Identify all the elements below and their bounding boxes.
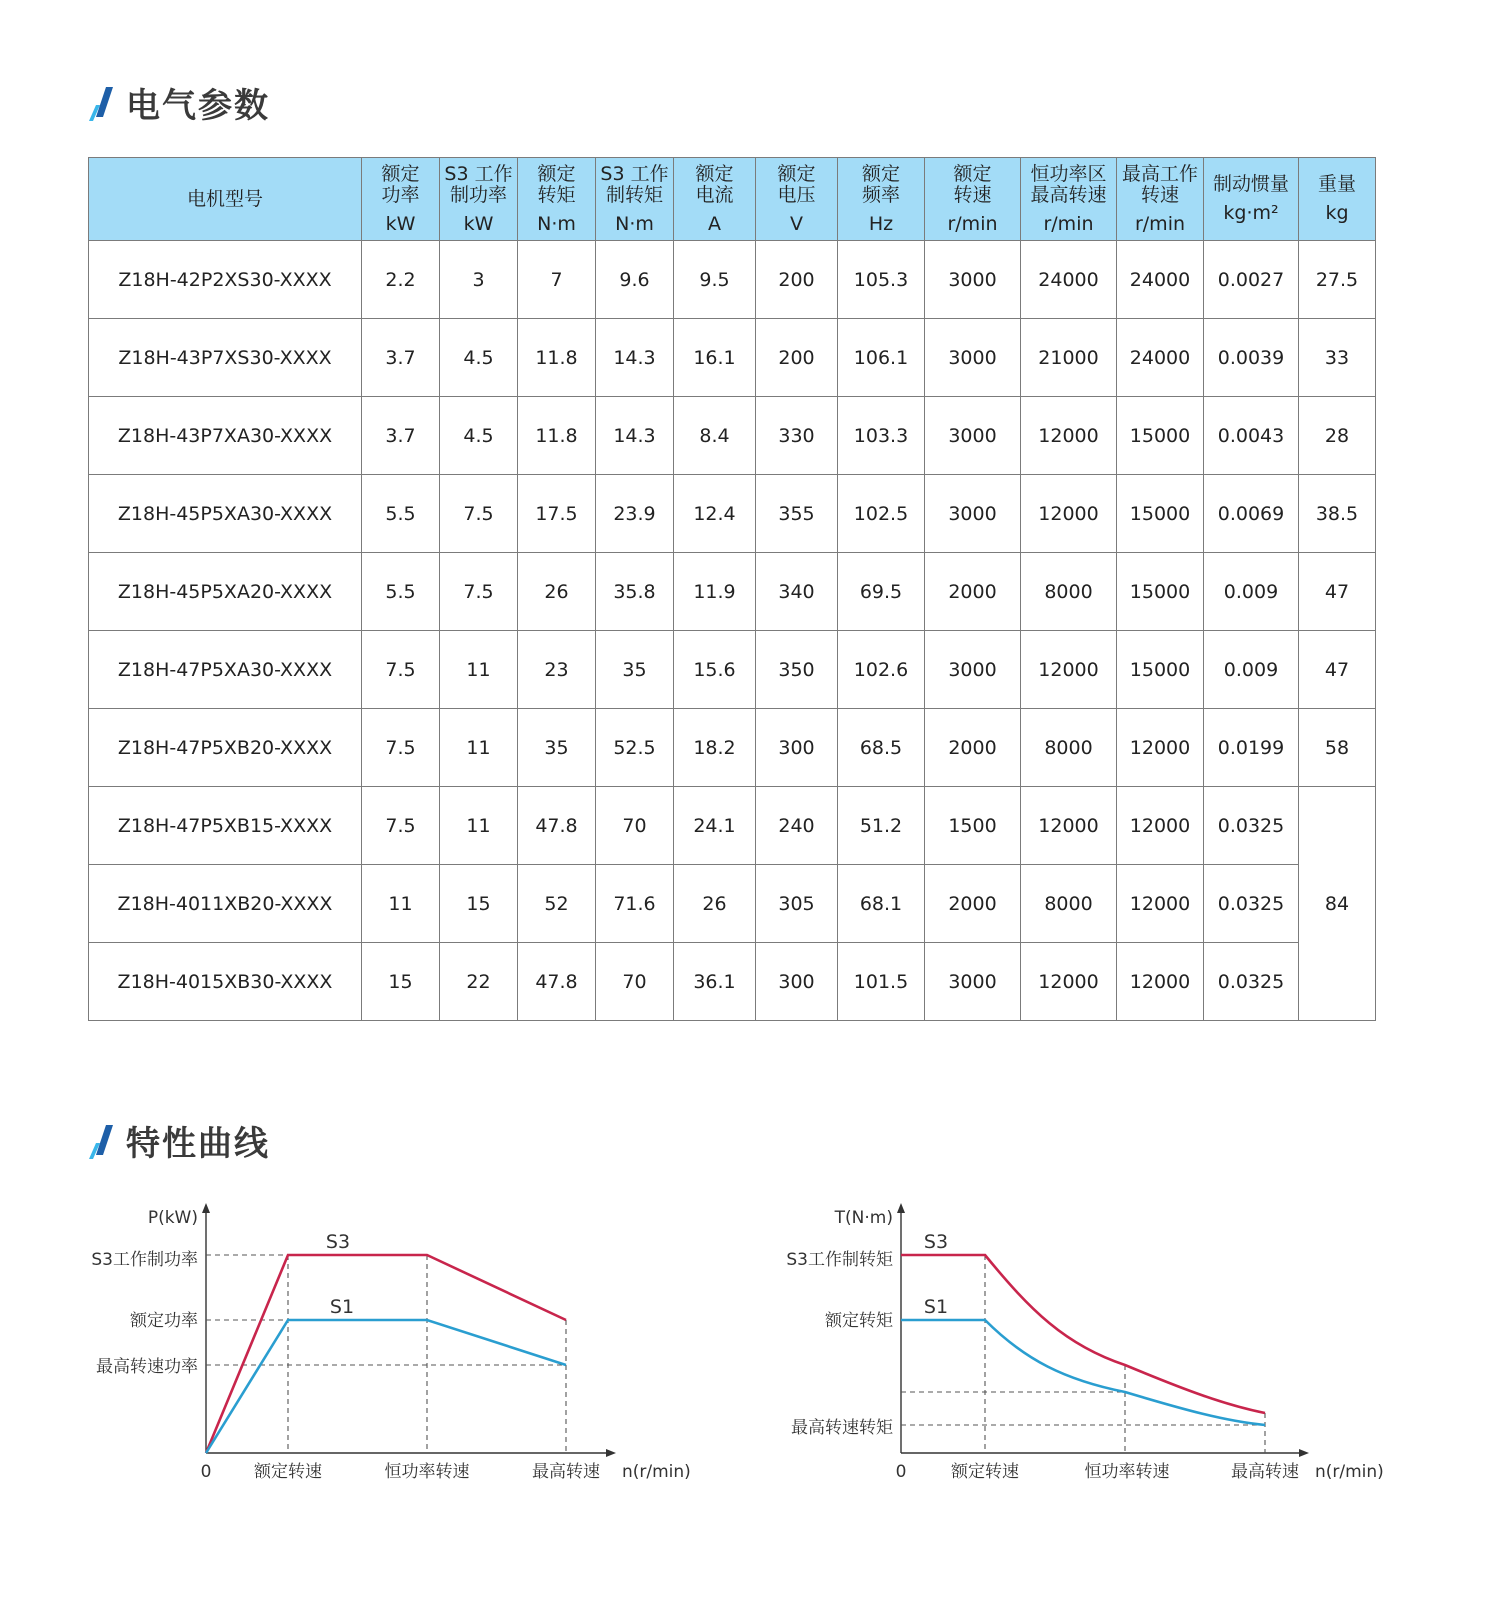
power-curve-chart [80, 1195, 720, 1495]
value-cell: 1500 [925, 787, 1021, 865]
series-label-s3: S3 [325, 1231, 351, 1253]
column-header-0 [89, 158, 362, 241]
column-header-unit: kg·m² [1223, 202, 1279, 224]
value-cell: 26 [674, 865, 756, 943]
model-cell: Z18H-47P5XB15-XXXX [89, 787, 362, 865]
column-header-label: 恒功率区 最高转速 [1030, 162, 1107, 206]
s3-power-curve [206, 1255, 566, 1453]
s1-torque-curve [901, 1320, 1265, 1425]
value-cell: 3000 [925, 475, 1021, 553]
table-row [89, 397, 1376, 475]
x-tick-rated-speed: 额定转速 [254, 1462, 322, 1482]
value-cell: 3.7 [362, 319, 440, 397]
value-cell: 102.5 [838, 475, 925, 553]
value-cell: 11 [440, 631, 518, 709]
value-cell: 103.3 [838, 397, 925, 475]
value-cell: 23.9 [596, 475, 674, 553]
column-header-unit: r/min [1043, 212, 1094, 235]
value-cell: 11.8 [518, 319, 596, 397]
value-cell: 18.2 [674, 709, 756, 787]
value-cell: 8000 [1021, 709, 1117, 787]
value-cell: 8.4 [674, 397, 756, 475]
table-body [89, 241, 1376, 1021]
value-cell: 5.5 [362, 475, 440, 553]
value-cell: 12000 [1021, 787, 1117, 865]
value-cell: 0.009 [1204, 631, 1299, 709]
x-axis-arrow-icon [1299, 1449, 1309, 1457]
y-tick-rated-power: 额定功率 [130, 1311, 198, 1331]
value-cell: 11 [362, 865, 440, 943]
column-header-label: 额定 转矩 [537, 162, 576, 206]
column-header-12 [1299, 158, 1376, 241]
series-label-s1: S1 [923, 1296, 949, 1318]
value-cell: 0.0069 [1204, 475, 1299, 553]
value-cell: 26 [518, 553, 596, 631]
series-label-s3: S3 [923, 1231, 949, 1253]
value-cell: 7.5 [440, 475, 518, 553]
value-cell: 200 [756, 241, 838, 319]
value-cell: 12000 [1021, 631, 1117, 709]
value-cell: 2000 [925, 553, 1021, 631]
value-cell: 0.0043 [1204, 397, 1299, 475]
value-cell: 240 [756, 787, 838, 865]
column-header-label: 额定 功率 [381, 162, 420, 206]
model-cell: Z18H-42P2XS30-XXXX [89, 241, 362, 319]
model-cell: Z18H-45P5XA30-XXXX [89, 475, 362, 553]
column-header-label: 额定 转速 [953, 162, 992, 206]
value-cell: 350 [756, 631, 838, 709]
model-cell: Z18H-47P5XA30-XXXX [89, 631, 362, 709]
value-cell: 11 [440, 709, 518, 787]
value-cell: 2000 [925, 865, 1021, 943]
value-cell: 11.9 [674, 553, 756, 631]
value-cell: 22 [440, 943, 518, 1021]
value-cell: 2000 [925, 709, 1021, 787]
value-cell: 24000 [1117, 241, 1204, 319]
value-cell: 4.5 [440, 397, 518, 475]
column-header-1 [362, 158, 440, 241]
value-cell: 5.5 [362, 553, 440, 631]
column-header-6 [756, 158, 838, 241]
value-cell: 0.009 [1204, 553, 1299, 631]
y-axis-arrow-icon [202, 1203, 210, 1213]
value-cell: 12000 [1117, 943, 1204, 1021]
origin-label: 0 [895, 1462, 907, 1482]
value-cell: 340 [756, 553, 838, 631]
origin-label: 0 [200, 1462, 212, 1482]
model-cell: Z18H-4011XB20-XXXX [89, 865, 362, 943]
value-cell: 47 [1299, 553, 1376, 631]
value-cell: 12000 [1117, 865, 1204, 943]
value-cell: 35 [518, 709, 596, 787]
value-cell: 101.5 [838, 943, 925, 1021]
value-cell: 68.5 [838, 709, 925, 787]
value-cell: 47 [1299, 631, 1376, 709]
model-cell: Z18H-43P7XS30-XXXX [89, 319, 362, 397]
value-cell: 15.6 [674, 631, 756, 709]
column-header-unit: N·m [615, 212, 654, 235]
value-cell: 47.8 [518, 787, 596, 865]
value-cell: 11.8 [518, 397, 596, 475]
table-row [89, 709, 1376, 787]
x-tick-constant-power-speed: 恒功率转速 [1084, 1462, 1170, 1482]
column-header-label: 额定 频率 [861, 162, 900, 206]
column-header-label: 重量 [1317, 173, 1356, 195]
value-cell: 36.1 [674, 943, 756, 1021]
column-header-unit: r/min [1134, 212, 1186, 235]
value-cell: 305 [756, 865, 838, 943]
value-cell: 51.2 [838, 787, 925, 865]
value-cell: 3000 [925, 943, 1021, 1021]
y-tick-rated-torque: 额定转矩 [825, 1311, 893, 1331]
value-cell: 15000 [1117, 631, 1204, 709]
y-axis-arrow-icon [897, 1203, 905, 1213]
value-cell: 16.1 [674, 319, 756, 397]
table-row [89, 787, 1376, 865]
x-tick-rated-speed: 额定转速 [951, 1462, 1019, 1482]
value-cell: 200 [756, 319, 838, 397]
table-header [89, 158, 1376, 241]
value-cell: 27.5 [1299, 241, 1376, 319]
y-tick-s3-power: S3工作制功率 [91, 1250, 198, 1270]
model-cell: Z18H-43P7XA30-XXXX [89, 397, 362, 475]
column-header-7 [838, 158, 925, 241]
value-cell: 355 [756, 475, 838, 553]
column-header-label: 电机型号 [186, 187, 263, 210]
column-header-unit: kW [463, 212, 494, 235]
value-cell: 3000 [925, 397, 1021, 475]
value-cell: 7 [518, 241, 596, 319]
table-row [89, 241, 1376, 319]
value-cell: 12000 [1021, 943, 1117, 1021]
y-tick-s3-torque: S3工作制转矩 [786, 1250, 893, 1270]
column-header-9 [1021, 158, 1117, 241]
value-cell: 0.0325 [1204, 865, 1299, 943]
y-axis-label: T(N·m) [834, 1208, 893, 1228]
value-cell: 300 [756, 943, 838, 1021]
value-cell: 0.0325 [1204, 787, 1299, 865]
value-cell: 24.1 [674, 787, 756, 865]
column-header-5 [674, 158, 756, 241]
value-cell: 47.8 [518, 943, 596, 1021]
value-cell: 52 [518, 865, 596, 943]
column-header-label: 额定 电压 [777, 162, 816, 206]
table-row [89, 319, 1376, 397]
s1-power-curve [206, 1320, 566, 1453]
x-tick-constant-power-speed: 恒功率转速 [384, 1462, 470, 1482]
column-header-label: 最高工作 转速 [1121, 162, 1198, 206]
value-cell: 3000 [925, 319, 1021, 397]
value-cell: 12.4 [674, 475, 756, 553]
x-axis-arrow-icon [606, 1449, 616, 1457]
value-cell: 69.5 [838, 553, 925, 631]
value-cell: 3 [440, 241, 518, 319]
column-header-unit: kg [1325, 202, 1349, 224]
value-cell: 7.5 [362, 631, 440, 709]
value-cell: 12000 [1021, 397, 1117, 475]
x-tick-max-speed: 最高转速 [532, 1462, 600, 1482]
section-title-curves [86, 1116, 270, 1165]
table-row [89, 631, 1376, 709]
value-cell: 14.3 [596, 397, 674, 475]
value-cell: 0.0199 [1204, 709, 1299, 787]
column-header-label: S3 工作 制转矩 [600, 162, 669, 206]
value-cell: 15 [440, 865, 518, 943]
value-cell: 70 [596, 787, 674, 865]
table-row [89, 943, 1376, 1021]
model-cell: Z18H-47P5XB20-XXXX [89, 709, 362, 787]
value-cell: 8000 [1021, 865, 1117, 943]
value-cell: 35 [596, 631, 674, 709]
column-header-unit: V [790, 212, 803, 235]
value-cell: 52.5 [596, 709, 674, 787]
column-header-unit: r/min [947, 212, 998, 235]
section-title-electrical [86, 78, 270, 127]
column-header-11 [1204, 158, 1299, 241]
value-cell: 15000 [1117, 553, 1204, 631]
value-cell: 12000 [1021, 475, 1117, 553]
value-cell: 24000 [1021, 241, 1117, 319]
column-header-label: 制动惯量 [1212, 173, 1289, 195]
value-cell: 15000 [1117, 397, 1204, 475]
value-cell: 15 [362, 943, 440, 1021]
value-cell: 12000 [1117, 709, 1204, 787]
value-cell: 28 [1299, 397, 1376, 475]
model-cell: Z18H-4015XB30-XXXX [89, 943, 362, 1021]
y-tick-max-speed-power: 最高转速功率 [96, 1357, 198, 1377]
value-cell: 58 [1299, 709, 1376, 787]
value-cell: 330 [756, 397, 838, 475]
s3-torque-curve [901, 1255, 1265, 1413]
value-cell: 105.3 [838, 241, 925, 319]
value-cell: 2.2 [362, 241, 440, 319]
column-header-10 [1117, 158, 1204, 241]
x-axis-label: n(r/min) [1315, 1462, 1384, 1482]
value-cell: 15000 [1117, 475, 1204, 553]
table-row [89, 553, 1376, 631]
table-row [89, 475, 1376, 553]
value-cell: 71.6 [596, 865, 674, 943]
value-cell: 33 [1299, 319, 1376, 397]
model-cell: Z18H-45P5XA20-XXXX [89, 553, 362, 631]
value-cell: 17.5 [518, 475, 596, 553]
column-header-2 [440, 158, 518, 241]
value-cell: 21000 [1021, 319, 1117, 397]
y-tick-max-speed-torque: 最高转速转矩 [791, 1418, 893, 1438]
value-cell: 4.5 [440, 319, 518, 397]
section-title-text: 特性曲线 [126, 1124, 270, 1164]
value-cell: 84 [1299, 787, 1376, 1021]
value-cell: 70 [596, 943, 674, 1021]
value-cell: 38.5 [1299, 475, 1376, 553]
column-header-unit: Hz [868, 212, 894, 235]
section-title-text: 电气参数 [126, 86, 270, 126]
value-cell: 102.6 [838, 631, 925, 709]
value-cell: 3000 [925, 241, 1021, 319]
value-cell: 8000 [1021, 553, 1117, 631]
value-cell: 3000 [925, 631, 1021, 709]
section-marker-icon [86, 83, 116, 123]
column-header-label: S3 工作 制功率 [444, 162, 513, 206]
value-cell: 106.1 [838, 319, 925, 397]
value-cell: 300 [756, 709, 838, 787]
section-marker-icon [86, 1121, 116, 1161]
electrical-parameters-table [88, 157, 1376, 1021]
series-label-s1: S1 [329, 1296, 355, 1318]
y-axis-label: P(kW) [147, 1208, 198, 1228]
value-cell: 0.0039 [1204, 319, 1299, 397]
x-tick-max-speed: 最高转速 [1231, 1462, 1299, 1482]
table-header-row [89, 158, 1376, 241]
value-cell: 24000 [1117, 319, 1204, 397]
value-cell: 11 [440, 787, 518, 865]
column-header-unit: N·m [537, 212, 576, 235]
column-header-3 [518, 158, 596, 241]
value-cell: 68.1 [838, 865, 925, 943]
value-cell: 0.0325 [1204, 943, 1299, 1021]
value-cell: 14.3 [596, 319, 674, 397]
x-axis-label: n(r/min) [622, 1462, 691, 1482]
column-header-8 [925, 158, 1021, 241]
column-header-4 [596, 158, 674, 241]
torque-curve-chart [775, 1195, 1435, 1495]
value-cell: 7.5 [362, 787, 440, 865]
column-header-label: 额定 电流 [695, 162, 734, 206]
column-header-unit: A [708, 212, 721, 235]
value-cell: 35.8 [596, 553, 674, 631]
value-cell: 23 [518, 631, 596, 709]
column-header-unit: kW [385, 212, 416, 235]
value-cell: 7.5 [440, 553, 518, 631]
value-cell: 12000 [1117, 787, 1204, 865]
value-cell: 3.7 [362, 397, 440, 475]
value-cell: 7.5 [362, 709, 440, 787]
value-cell: 9.6 [596, 241, 674, 319]
value-cell: 9.5 [674, 241, 756, 319]
value-cell: 0.0027 [1204, 241, 1299, 319]
table-row [89, 865, 1376, 943]
